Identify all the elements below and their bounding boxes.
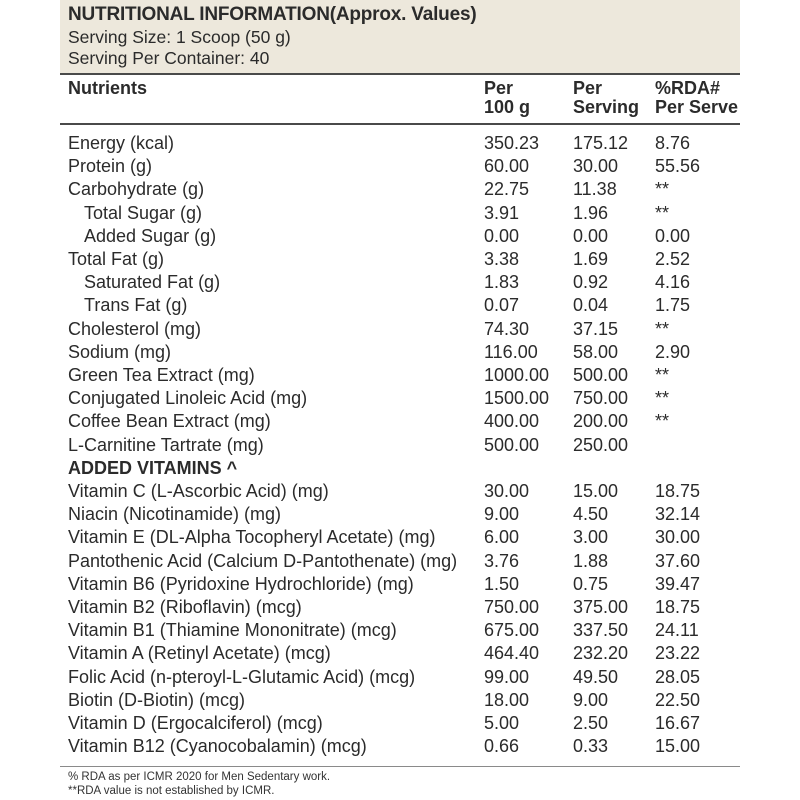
nutrient-name: Vitamin B6 (Pyridoxine Hydrochloride) (mg) — [68, 573, 414, 594]
table-row — [60, 387, 740, 410]
table-row — [60, 364, 740, 387]
value-rda: 16.67 — [655, 713, 701, 733]
nutrient-name: Folic Acid (n-pteroyl-L-Glutamic Acid) (mcg) — [68, 666, 416, 687]
table-row — [60, 666, 740, 689]
table-row — [60, 596, 740, 619]
col-rda-line2: Per Serve — [655, 97, 739, 117]
value-per-100g: 3.76 — [484, 550, 520, 571]
panel-title: NUTRITIONAL INFORMATION(Approx. Values) — [68, 4, 477, 25]
nutrient-name: Trans Fat (g) — [84, 295, 188, 316]
value-per-serving: 15.00 — [573, 481, 619, 501]
value-per-serving: 0.92 — [573, 272, 609, 293]
value-per-serving: 0.04 — [573, 295, 609, 316]
value-rda: 23.22 — [655, 643, 701, 664]
nutrient-name: Vitamin B1 (Thiamine Mononitrate) (mcg) — [68, 620, 397, 641]
table-row — [60, 341, 740, 364]
section-heading-row — [60, 457, 740, 480]
value-per-100g: 30.00 — [484, 481, 530, 501]
serving-per-container: Serving Per Container: 40 — [68, 48, 270, 68]
value-rda: 0.00 — [655, 225, 691, 246]
value-per-100g: 400.00 — [484, 411, 540, 432]
col-serving-line1: Per — [573, 78, 603, 98]
nutrient-name: Vitamin E (DL-Alpha Tocopheryl Acetate) (mg) — [68, 527, 436, 548]
section-heading: ADDED VITAMINS ^ — [68, 457, 238, 478]
col-per100-line2: 100 g — [484, 97, 531, 117]
table-row — [60, 503, 740, 526]
value-per-serving: 1.69 — [573, 249, 609, 269]
value-per-serving: 337.50 — [573, 620, 629, 641]
table-row — [60, 712, 740, 735]
col-rda-line1: %RDA# — [655, 78, 721, 98]
nutrient-name: Coffee Bean Extract (mg) — [68, 411, 271, 432]
value-per-100g: 464.40 — [484, 643, 540, 664]
value-per-100g: 3.38 — [484, 249, 520, 269]
value-rda: ** — [655, 318, 670, 339]
value-per-serving: 0.75 — [573, 573, 609, 594]
value-per-serving: 4.50 — [573, 504, 609, 525]
nutrient-name: Added Sugar (g) — [84, 225, 217, 246]
nutrient-name: Cholesterol (mg) — [68, 318, 202, 339]
value-per-serving: 175.12 — [573, 133, 629, 153]
value-rda: ** — [655, 179, 670, 200]
value-per-100g: 9.00 — [484, 504, 520, 525]
table-row — [60, 434, 740, 457]
nutrient-name: Vitamin C (L-Ascorbic Acid) (mg) — [68, 481, 329, 501]
value-per-100g: 6.00 — [484, 527, 520, 548]
value-rda: 15.00 — [655, 736, 701, 757]
header-band — [60, 0, 740, 74]
value-rda: 24.11 — [655, 620, 699, 641]
value-per-100g: 3.91 — [484, 202, 520, 223]
value-per-100g: 675.00 — [484, 620, 540, 641]
value-per-serving: 2.50 — [573, 713, 609, 733]
value-rda: 32.14 — [655, 504, 701, 525]
value-per-serving: 9.00 — [573, 689, 609, 710]
value-per-100g: 0.66 — [484, 736, 520, 757]
value-per-serving: 3.00 — [573, 527, 609, 548]
nutrient-name: L-Carnitine Tartrate (mg) — [68, 434, 264, 455]
value-per-100g: 18.00 — [484, 689, 530, 710]
value-per-serving: 750.00 — [573, 388, 629, 409]
value-rda: 28.05 — [655, 666, 701, 687]
value-per-100g: 1.83 — [484, 272, 520, 293]
nutrient-name: Vitamin D (Ergocalciferol) (mcg) — [68, 713, 323, 733]
table-row — [60, 155, 740, 178]
table-row — [60, 410, 740, 433]
nutrient-name: Sodium (mg) — [68, 341, 172, 362]
value-rda: ** — [655, 202, 670, 223]
col-serving-line2: Serving — [573, 97, 640, 117]
nutrient-name: Vitamin A (Retinyl Acetate) (mcg) — [68, 643, 331, 664]
value-rda: 18.75 — [655, 481, 701, 501]
table-row — [60, 550, 740, 573]
footer-divider — [60, 766, 740, 767]
table-row — [60, 271, 740, 294]
value-per-100g: 500.00 — [484, 434, 540, 455]
table-row — [60, 573, 740, 596]
value-rda: ** — [655, 388, 670, 409]
nutrient-name: Energy (kcal) — [68, 133, 175, 153]
nutrient-name: Conjugated Linoleic Acid (mg) — [68, 388, 308, 409]
value-rda: 2.52 — [655, 249, 691, 269]
nutrient-name: Total Sugar (g) — [84, 202, 203, 223]
nutrient-name: Biotin (D-Biotin) (mcg) — [68, 689, 246, 710]
column-header-divider — [60, 123, 740, 125]
value-rda: 2.90 — [655, 341, 691, 362]
nutrient-name: Pantothenic Acid (Calcium D-Pantothenate) (mg) — [68, 550, 458, 571]
value-per-100g: 1000.00 — [484, 365, 550, 385]
value-rda: 55.56 — [655, 156, 701, 177]
value-per-100g: 1500.00 — [484, 388, 550, 409]
table-row — [60, 480, 740, 503]
value-per-serving: 49.50 — [573, 666, 619, 687]
table-row — [60, 619, 740, 642]
table-row — [60, 642, 740, 665]
footnote-not-established: **RDA value is not established by ICMR. — [68, 785, 275, 797]
table-row — [60, 225, 740, 248]
value-rda: ** — [655, 365, 670, 385]
footnote-rda: % RDA as per ICMR 2020 for Men Sedentary work. — [68, 771, 331, 783]
value-rda: 8.76 — [655, 133, 691, 153]
value-per-serving: 375.00 — [573, 597, 629, 617]
serving-size: Serving Size: 1 Scoop (50 g) — [68, 27, 291, 47]
value-per-serving: 500.00 — [573, 365, 629, 385]
table-row — [60, 526, 740, 549]
table-row — [60, 735, 740, 758]
table-row — [60, 294, 740, 317]
nutrition-panel — [60, 0, 740, 800]
table-row — [60, 132, 740, 155]
nutrient-name: Protein (g) — [68, 156, 153, 177]
value-per-serving: 200.00 — [573, 411, 629, 432]
value-per-serving: 232.20 — [573, 643, 629, 664]
value-per-serving: 58.00 — [573, 341, 619, 362]
nutrient-name: Green Tea Extract (mg) — [68, 365, 255, 385]
value-per-100g: 116.00 — [484, 341, 538, 362]
value-rda: 1.75 — [655, 295, 691, 316]
value-per-serving: 0.33 — [573, 736, 609, 757]
table-row — [60, 178, 740, 201]
value-rda: 39.47 — [655, 573, 701, 594]
value-per-100g: 350.23 — [484, 133, 540, 153]
table-row — [60, 689, 740, 712]
value-rda: 37.60 — [655, 550, 701, 571]
value-per-serving: 11.38 — [573, 179, 617, 200]
header-divider — [60, 73, 740, 75]
value-per-100g: 60.00 — [484, 156, 530, 177]
value-per-100g: 74.30 — [484, 318, 530, 339]
value-rda: ** — [655, 411, 670, 432]
value-per-100g: 0.00 — [484, 225, 520, 246]
value-per-100g: 0.07 — [484, 295, 520, 316]
value-per-100g: 99.00 — [484, 666, 530, 687]
nutrient-name: Saturated Fat (g) — [84, 272, 221, 293]
value-per-serving: 1.96 — [573, 202, 609, 223]
value-per-serving: 250.00 — [573, 434, 629, 455]
value-rda: 22.50 — [655, 689, 701, 710]
value-per-100g: 22.75 — [484, 179, 530, 200]
table-row — [60, 318, 740, 341]
nutrient-name: Vitamin B12 (Cyanocobalamin) (mcg) — [68, 736, 367, 757]
value-per-100g: 5.00 — [484, 713, 520, 733]
nutrient-name: Vitamin B2 (Riboflavin) (mcg) — [68, 597, 302, 617]
nutrient-name: Total Fat (g) — [68, 249, 165, 269]
table-row — [60, 248, 740, 271]
value-rda: 30.00 — [655, 527, 701, 548]
value-rda: 18.75 — [655, 597, 701, 617]
value-rda: 4.16 — [655, 272, 691, 293]
table-row — [60, 202, 740, 225]
col-per100-line1: Per — [484, 78, 514, 98]
value-per-serving: 30.00 — [573, 156, 619, 177]
value-per-serving: 37.15 — [573, 318, 619, 339]
value-per-100g: 1.50 — [484, 573, 520, 594]
value-per-100g: 750.00 — [484, 597, 540, 617]
col-nutrients: Nutrients — [68, 78, 148, 98]
value-per-serving: 1.88 — [573, 550, 609, 571]
nutrient-name: Carbohydrate (g) — [68, 179, 205, 200]
value-per-serving: 0.00 — [573, 225, 609, 246]
nutrient-name: Niacin (Nicotinamide) (mg) — [68, 504, 282, 525]
